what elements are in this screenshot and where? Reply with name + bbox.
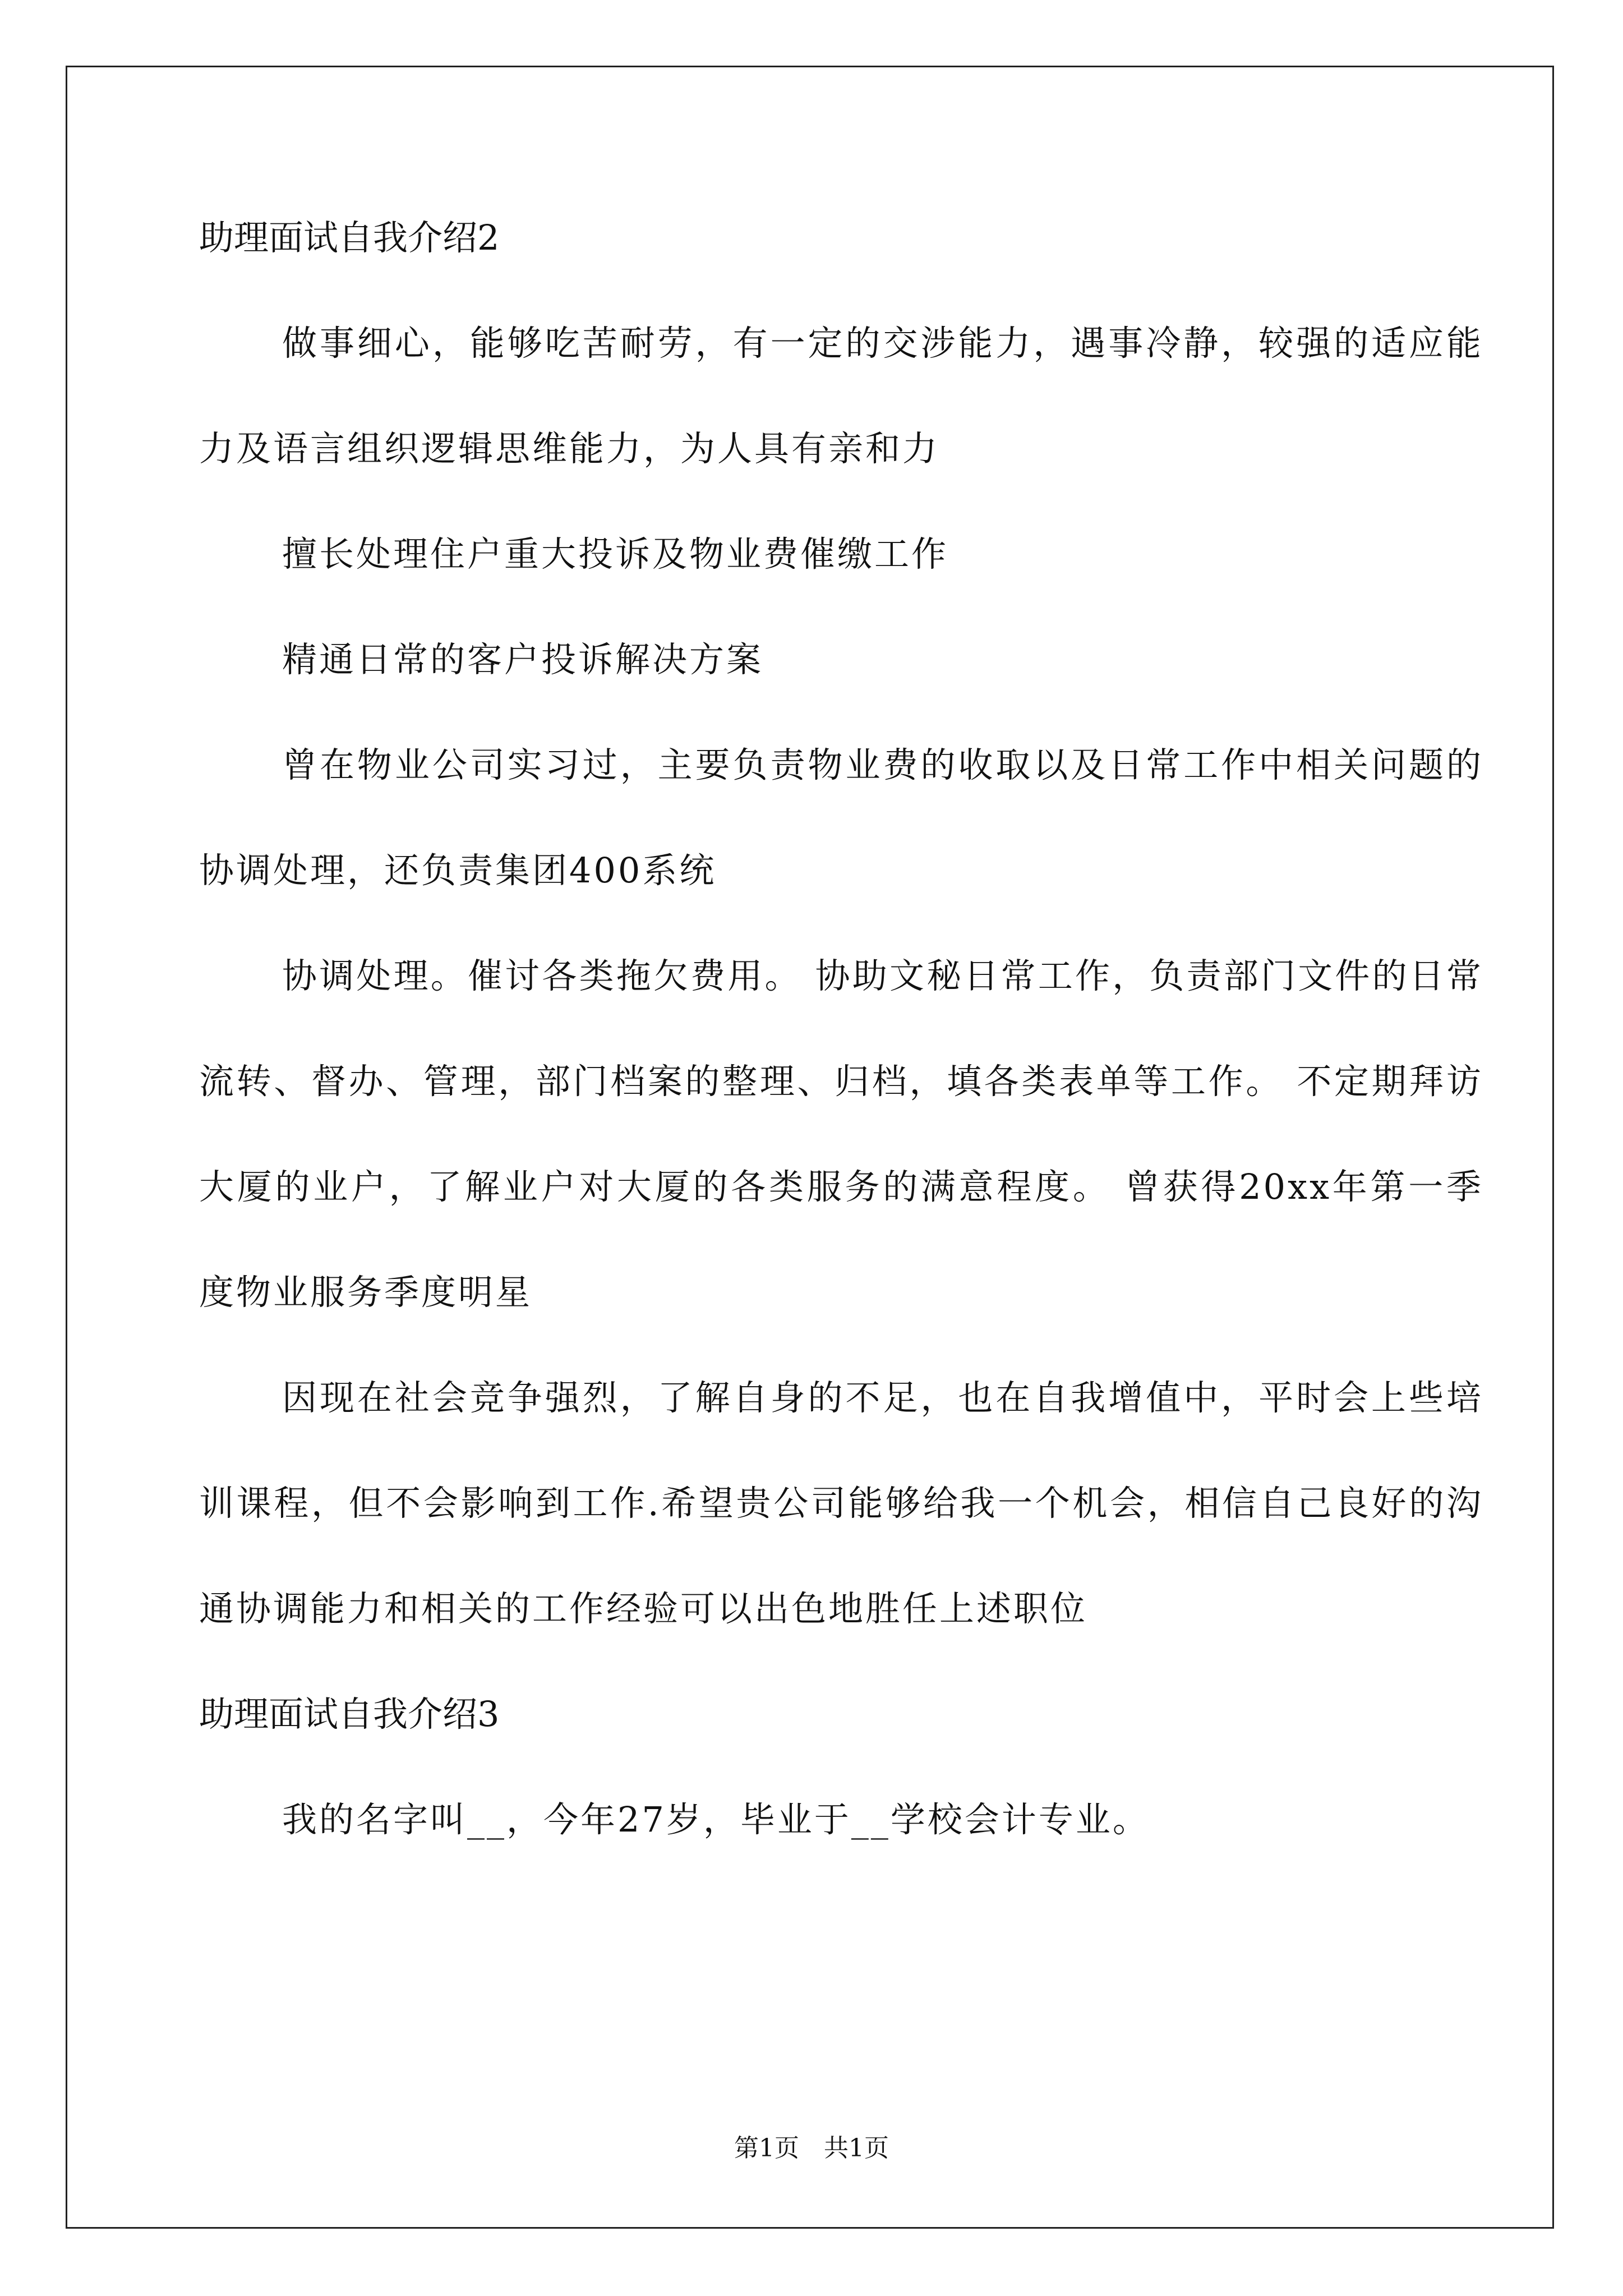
section-3 (199, 1662, 1483, 1872)
section-heading: 助理面试自我介绍2 (199, 217, 500, 258)
paragraph: 曾在物业公司实习过，主要负责物业费的收取以及日常工作中相关问题的协调处理，还负责集团400系统 (199, 744, 1483, 891)
document-body (199, 185, 1483, 1872)
paragraph: 我的名字叫__，今年27岁，毕业于__学校会计专业。 (282, 1799, 1150, 1840)
paragraph: 精通日常的客户投诉解决方案 (282, 639, 764, 680)
paragraph: 做事细心，能够吃苦耐劳，有一定的交涉能力，遇事冷静，较强的适应能力及语言组织逻辑思维能力，为人具有亲和力 (199, 323, 1483, 469)
page-footer: 第1页 共1页 (734, 2134, 889, 2162)
section-2 (199, 185, 1483, 1662)
paragraph: 擅长处理住户重大投诉及物业费催缴工作 (282, 533, 949, 574)
section-heading: 助理面试自我介绍3 (199, 1694, 500, 1734)
paragraph: 协调处理。催讨各类拖欠费用。 协助文秘日常工作，负责部门文件的日常流转、督办、管理，部门档案的整理、归档，填各类表单等工作。 不定期拜访大厦的业户，了解业户对大厦的各类服务的满意程度。 曾获得20xx年第一季度物业服务季度明星 (199, 955, 1483, 1313)
paragraph: 因现在社会竞争强烈，了解自身的不足，也在自我增值中，平时会上些培训课程，但不会影响到工作.希望贵公司能够给我一个机会，相信自己良好的沟通协调能力和相关的工作经验可以出色地胜任上述职位 (199, 1377, 1483, 1629)
